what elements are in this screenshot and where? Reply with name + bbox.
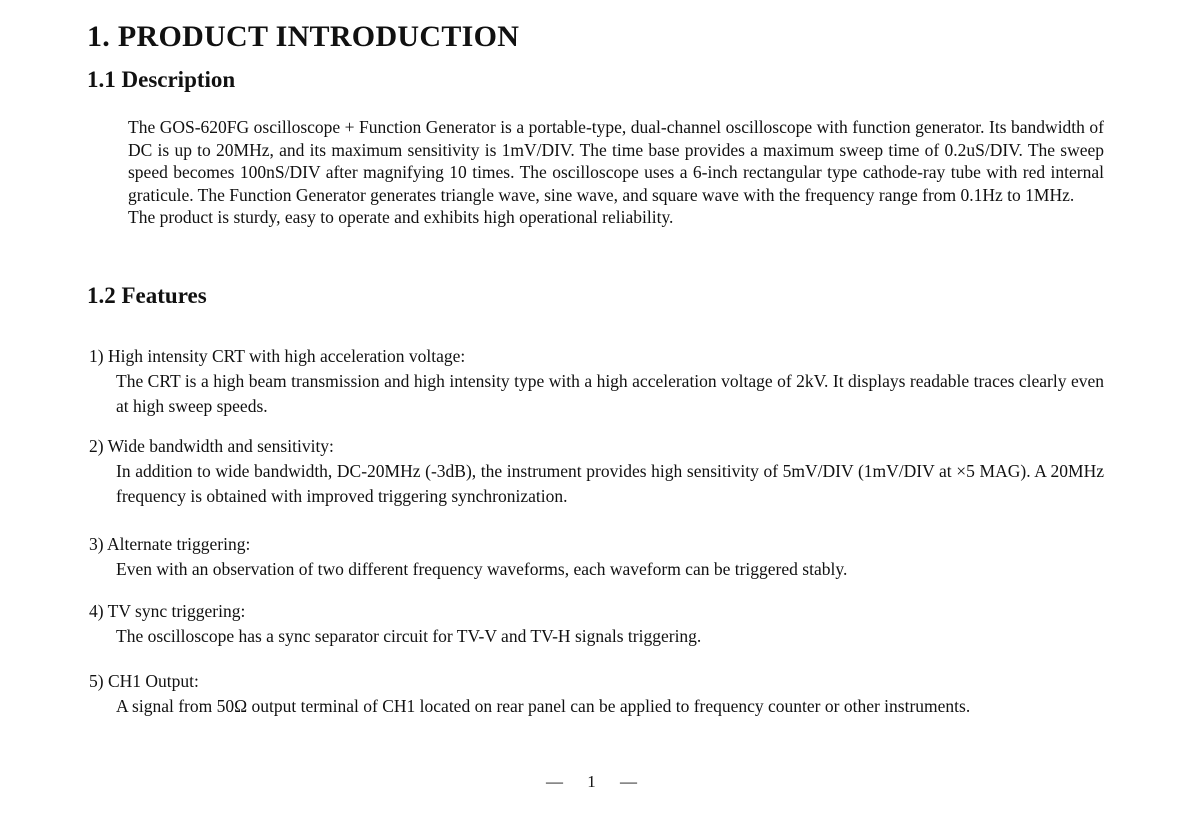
feature-title: 2) Wide bandwidth and sensitivity: <box>89 436 334 456</box>
feature-title: 4) TV sync triggering: <box>89 601 246 621</box>
feature-item <box>89 532 1104 582</box>
description-section <box>128 116 1104 229</box>
feature-item <box>89 434 1104 509</box>
feature-body: The CRT is a high beam transmission and high intensity type with a high acceleration voltage of 2kV. It displays readable traces clearly even at high sweep speeds. <box>116 371 1104 416</box>
description-paragraph: The product is sturdy, easy to operate and exhibits high operational reliability. <box>128 207 674 228</box>
page-number: — 1 — <box>546 772 647 791</box>
feature-title: 5) CH1 Output: <box>89 671 199 691</box>
feature-item <box>89 344 1104 419</box>
feature-body: A signal from 50Ω output terminal of CH1 located on rear panel can be applied to frequency counter or other instruments. <box>116 696 971 716</box>
feature-body: The oscilloscope has a sync separator circuit for TV-V and TV-H signals triggering. <box>116 626 702 646</box>
description-paragraph: The GOS-620FG oscilloscope + Function Generator is a portable-type, dual-channel oscilloscope with function generator. Its bandwidth of DC is up to 20MHz, and its maximum sensitivity is 1mV/DIV. The time base provides a maximum sweep time of 0.2uS/DIV. The sweep speed becomes 100nS/DIV after magnifying 10 times. The oscilloscope uses a 6-inch rectangular type cathode-ray tube with red internal graticule. The Function Generator generates triangle wave, sine wave, and square wave with the frequency range from 0.1Hz to 1MHz. <box>128 117 1104 205</box>
feature-item <box>89 669 1104 719</box>
description-heading: 1.1 Description <box>87 67 236 92</box>
feature-title: 3) Alternate triggering: <box>89 534 251 554</box>
feature-item <box>89 599 1104 649</box>
feature-body: Even with an observation of two different frequency waveforms, each waveform can be triggered stably. <box>116 559 848 579</box>
chapter-heading: 1. PRODUCT INTRODUCTION <box>87 20 520 53</box>
feature-title: 1) High intensity CRT with high acceleration voltage: <box>89 346 466 366</box>
features-heading: 1.2 Features <box>87 283 207 308</box>
feature-body: In addition to wide bandwidth, DC-20MHz (-3dB), the instrument provides high sensitivity of 5mV/DIV (1mV/DIV at ×5 MAG). A 20MHz frequency is obtained with improved triggering synchronization. <box>116 461 1104 506</box>
